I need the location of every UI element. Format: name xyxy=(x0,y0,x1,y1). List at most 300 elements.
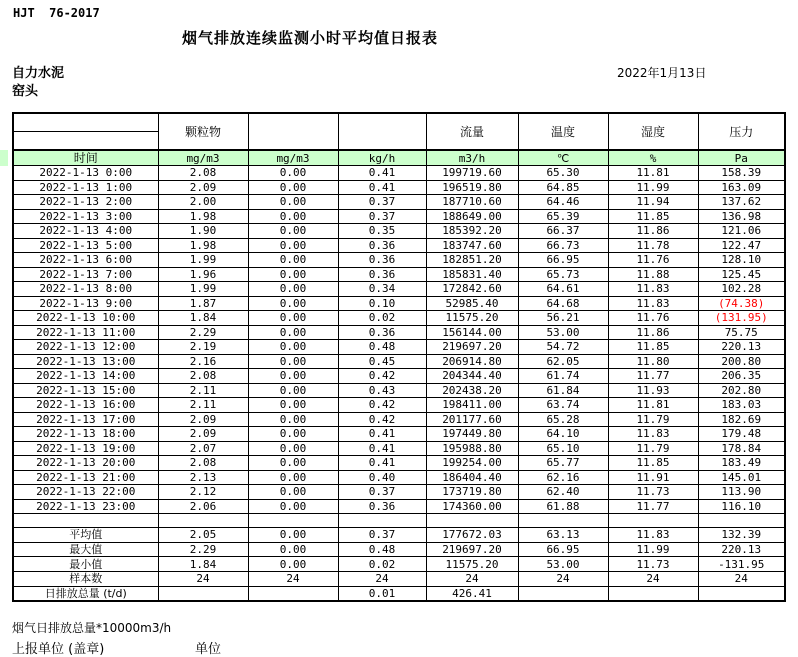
value-cell: 0.36 xyxy=(338,267,426,282)
time-cell: 2022-1-13 3:00 xyxy=(13,209,158,224)
value-cell: 199254.00 xyxy=(426,456,518,471)
value-cell: 183747.60 xyxy=(426,238,518,253)
table-row xyxy=(13,456,785,471)
summary-value-cell: 2.05 xyxy=(158,528,248,543)
summary-value-cell xyxy=(518,586,608,601)
empty-cell xyxy=(426,514,518,528)
value-cell: 66.73 xyxy=(518,238,608,253)
summary-value-cell: 24 xyxy=(608,572,698,587)
value-cell: 66.37 xyxy=(518,224,608,239)
summary-value-cell: 63.13 xyxy=(518,528,608,543)
summary-value-cell: 0.48 xyxy=(338,542,426,557)
header-blank-col3 xyxy=(248,113,338,150)
value-cell: 2.11 xyxy=(158,398,248,413)
empty-cell xyxy=(248,514,338,528)
table-row xyxy=(13,238,785,253)
value-cell: 2.09 xyxy=(158,427,248,442)
value-cell: 0.00 xyxy=(248,195,338,210)
value-cell: 172842.60 xyxy=(426,282,518,297)
unit-m3h: m3/h xyxy=(426,150,518,166)
value-cell: 0.34 xyxy=(338,282,426,297)
table-row xyxy=(13,470,785,485)
value-cell: 61.84 xyxy=(518,383,608,398)
summary-value-cell: 11.83 xyxy=(608,528,698,543)
table-row xyxy=(13,427,785,442)
value-cell: 2.00 xyxy=(158,195,248,210)
header-blank-top xyxy=(13,113,158,132)
summary-label: 样本数 xyxy=(13,572,158,587)
value-cell: 1.87 xyxy=(158,296,248,311)
flow-total-note: 烟气日排放总量*10000m3/h xyxy=(12,621,172,635)
value-cell: 0.02 xyxy=(338,311,426,326)
summary-value-cell: 0.01 xyxy=(338,586,426,601)
value-cell: 11.85 xyxy=(608,340,698,355)
value-cell: 0.37 xyxy=(338,195,426,210)
value-cell: 2.12 xyxy=(158,485,248,500)
summary-value-cell: 220.13 xyxy=(698,542,785,557)
value-cell: 0.36 xyxy=(338,253,426,268)
value-cell: 64.61 xyxy=(518,282,608,297)
summary-value-cell: 177672.03 xyxy=(426,528,518,543)
table-row xyxy=(13,195,785,210)
summary-row xyxy=(13,528,785,543)
value-cell: 65.30 xyxy=(518,166,608,181)
value-cell: 0.42 xyxy=(338,398,426,413)
table-row xyxy=(13,325,785,340)
summary-value-cell: 24 xyxy=(698,572,785,587)
value-cell: 201177.60 xyxy=(426,412,518,427)
table-row xyxy=(13,369,785,384)
time-cell: 2022-1-13 22:00 xyxy=(13,485,158,500)
value-cell: 65.28 xyxy=(518,412,608,427)
value-cell: 2.06 xyxy=(158,499,248,514)
summary-value-cell: 132.39 xyxy=(698,528,785,543)
summary-value-cell: 426.41 xyxy=(426,586,518,601)
summary-value-cell: 219697.20 xyxy=(426,542,518,557)
value-cell: 173719.80 xyxy=(426,485,518,500)
time-cell: 2022-1-13 20:00 xyxy=(13,456,158,471)
value-cell: 125.45 xyxy=(698,267,785,282)
summary-value-cell xyxy=(698,586,785,601)
summary-label: 日排放总量 (t/d) xyxy=(13,586,158,601)
table-row xyxy=(13,282,785,297)
empty-cell xyxy=(518,514,608,528)
value-cell: 0.00 xyxy=(248,383,338,398)
value-cell: 64.68 xyxy=(518,296,608,311)
standard-code: HJT 76-2017 xyxy=(13,6,100,20)
table-row xyxy=(13,383,785,398)
header-blank-bottom xyxy=(13,132,158,151)
time-cell: 2022-1-13 15:00 xyxy=(13,383,158,398)
time-cell: 2022-1-13 14:00 xyxy=(13,369,158,384)
value-cell: 11.76 xyxy=(608,253,698,268)
value-cell: 0.42 xyxy=(338,412,426,427)
time-cell: 2022-1-13 1:00 xyxy=(13,180,158,195)
value-cell: (131.95) xyxy=(698,311,785,326)
value-cell: 1.90 xyxy=(158,224,248,239)
monitor-point: 窑头 xyxy=(12,84,39,99)
summary-value-cell: 1.84 xyxy=(158,557,248,572)
value-cell: 179.48 xyxy=(698,427,785,442)
value-cell: 2.08 xyxy=(158,369,248,384)
summary-value-cell: 53.00 xyxy=(518,557,608,572)
value-cell: 11.73 xyxy=(608,485,698,500)
value-cell: 102.28 xyxy=(698,282,785,297)
value-cell: 0.00 xyxy=(248,485,338,500)
table-row xyxy=(13,253,785,268)
value-cell: (74.38) xyxy=(698,296,785,311)
table-row xyxy=(13,485,785,500)
summary-row xyxy=(13,542,785,557)
value-cell: 0.00 xyxy=(248,209,338,224)
value-cell: 0.00 xyxy=(248,224,338,239)
time-cell: 2022-1-13 5:00 xyxy=(13,238,158,253)
value-cell: 11.94 xyxy=(608,195,698,210)
value-cell: 11.77 xyxy=(608,499,698,514)
value-cell: 0.10 xyxy=(338,296,426,311)
time-cell: 2022-1-13 13:00 xyxy=(13,354,158,369)
summary-value-cell: 24 xyxy=(426,572,518,587)
value-cell: 11.83 xyxy=(608,296,698,311)
value-cell: 0.00 xyxy=(248,180,338,195)
value-cell: 0.00 xyxy=(248,369,338,384)
value-cell: 11.79 xyxy=(608,441,698,456)
value-cell: 220.13 xyxy=(698,340,785,355)
table-body xyxy=(13,166,785,602)
value-cell: 206914.80 xyxy=(426,354,518,369)
time-cell: 2022-1-13 8:00 xyxy=(13,282,158,297)
value-cell: 0.41 xyxy=(338,441,426,456)
value-cell: 0.37 xyxy=(338,485,426,500)
value-cell: 0.00 xyxy=(248,267,338,282)
value-cell: 11.86 xyxy=(608,224,698,239)
summary-row xyxy=(13,557,785,572)
value-cell: 0.48 xyxy=(338,340,426,355)
value-cell: 174360.00 xyxy=(426,499,518,514)
value-cell: 0.35 xyxy=(338,224,426,239)
time-cell: 2022-1-13 4:00 xyxy=(13,224,158,239)
value-cell: 0.41 xyxy=(338,166,426,181)
time-cell: 2022-1-13 18:00 xyxy=(13,427,158,442)
value-cell: 0.00 xyxy=(248,470,338,485)
summary-value-cell: 11575.20 xyxy=(426,557,518,572)
value-cell: 54.72 xyxy=(518,340,608,355)
value-cell: 187710.60 xyxy=(426,195,518,210)
value-cell: 196519.80 xyxy=(426,180,518,195)
summary-value-cell: 2.29 xyxy=(158,542,248,557)
value-cell: 136.98 xyxy=(698,209,785,224)
value-cell: 0.41 xyxy=(338,427,426,442)
value-cell: 2.29 xyxy=(158,325,248,340)
summary-value-cell: 24 xyxy=(338,572,426,587)
empty-cell xyxy=(158,514,248,528)
value-cell: 197449.80 xyxy=(426,427,518,442)
table-row xyxy=(13,311,785,326)
unit-celsius: ℃ xyxy=(518,150,608,166)
value-cell: 163.09 xyxy=(698,180,785,195)
value-cell: 145.01 xyxy=(698,470,785,485)
value-cell: 2.08 xyxy=(158,166,248,181)
value-cell: 11.93 xyxy=(608,383,698,398)
empty-cell xyxy=(13,514,158,528)
value-cell: 202.80 xyxy=(698,383,785,398)
table-row xyxy=(13,354,785,369)
value-cell: 0.40 xyxy=(338,470,426,485)
value-cell: 11.88 xyxy=(608,267,698,282)
summary-value-cell: 0.00 xyxy=(248,542,338,557)
value-cell: 0.36 xyxy=(338,499,426,514)
value-cell: 1.98 xyxy=(158,209,248,224)
value-cell: 137.62 xyxy=(698,195,785,210)
value-cell: 0.00 xyxy=(248,499,338,514)
value-cell: 11.78 xyxy=(608,238,698,253)
header-blank-col4 xyxy=(338,113,426,150)
time-cell: 2022-1-13 19:00 xyxy=(13,441,158,456)
value-cell: 128.10 xyxy=(698,253,785,268)
summary-label: 最小值 xyxy=(13,557,158,572)
summary-value-cell xyxy=(248,586,338,601)
summary-value-cell: 11.99 xyxy=(608,542,698,557)
value-cell: 11.86 xyxy=(608,325,698,340)
time-cell: 2022-1-13 21:00 xyxy=(13,470,158,485)
value-cell: 11.80 xyxy=(608,354,698,369)
table-row xyxy=(13,499,785,514)
value-cell: 0.00 xyxy=(248,166,338,181)
value-cell: 2.19 xyxy=(158,340,248,355)
value-cell: 1.98 xyxy=(158,238,248,253)
time-cell: 2022-1-13 11:00 xyxy=(13,325,158,340)
unit-pa: Pa xyxy=(698,150,785,166)
value-cell: 11.76 xyxy=(608,311,698,326)
report-date: 2022年1月13日 xyxy=(617,66,707,80)
header-pressure: 压力 xyxy=(698,113,785,150)
value-cell: 0.00 xyxy=(248,325,338,340)
value-cell: 0.00 xyxy=(248,340,338,355)
value-cell: 52985.40 xyxy=(426,296,518,311)
value-cell: 0.00 xyxy=(248,456,338,471)
report-table xyxy=(12,112,786,602)
summary-value-cell xyxy=(158,586,248,601)
value-cell: 206.35 xyxy=(698,369,785,384)
summary-value-cell: 24 xyxy=(248,572,338,587)
value-cell: 64.85 xyxy=(518,180,608,195)
value-cell: 0.00 xyxy=(248,398,338,413)
value-cell: 64.46 xyxy=(518,195,608,210)
page-title: 烟气排放连续监测小时平均值日报表 xyxy=(181,29,438,47)
value-cell: 183.03 xyxy=(698,398,785,413)
empty-cell xyxy=(608,514,698,528)
value-cell: 1.99 xyxy=(158,282,248,297)
table-header xyxy=(13,113,785,166)
time-cell: 2022-1-13 7:00 xyxy=(13,267,158,282)
value-cell: 2.16 xyxy=(158,354,248,369)
value-cell: 199719.60 xyxy=(426,166,518,181)
value-cell: 0.00 xyxy=(248,412,338,427)
summary-value-cell: 0.02 xyxy=(338,557,426,572)
value-cell: 0.00 xyxy=(248,253,338,268)
value-cell: 122.47 xyxy=(698,238,785,253)
value-cell: 2.09 xyxy=(158,180,248,195)
value-cell: 0.43 xyxy=(338,383,426,398)
summary-value-cell: 66.95 xyxy=(518,542,608,557)
value-cell: 202438.20 xyxy=(426,383,518,398)
value-cell: 0.00 xyxy=(248,354,338,369)
company-name: 自力水泥 xyxy=(12,66,65,81)
value-cell: 186404.40 xyxy=(426,470,518,485)
value-cell: 2.08 xyxy=(158,456,248,471)
value-cell: 183.49 xyxy=(698,456,785,471)
value-cell: 61.88 xyxy=(518,499,608,514)
time-cell: 2022-1-13 2:00 xyxy=(13,195,158,210)
value-cell: 121.06 xyxy=(698,224,785,239)
value-cell: 11.85 xyxy=(608,456,698,471)
value-cell: 11.85 xyxy=(608,209,698,224)
value-cell: 156144.00 xyxy=(426,325,518,340)
value-cell: 62.16 xyxy=(518,470,608,485)
table-row xyxy=(13,412,785,427)
value-cell: 0.00 xyxy=(248,282,338,297)
table-row xyxy=(13,398,785,413)
report-unit-label: 上报单位 (盖章) xyxy=(12,642,105,657)
value-cell: 0.45 xyxy=(338,354,426,369)
summary-row xyxy=(13,586,785,601)
value-cell: 0.42 xyxy=(338,369,426,384)
value-cell: 11.83 xyxy=(608,427,698,442)
value-cell: 0.36 xyxy=(338,325,426,340)
summary-value-cell: 11.73 xyxy=(608,557,698,572)
value-cell: 0.00 xyxy=(248,441,338,456)
table-row xyxy=(13,296,785,311)
value-cell: 0.00 xyxy=(248,296,338,311)
empty-cell xyxy=(338,514,426,528)
value-cell: 185831.40 xyxy=(426,267,518,282)
unit-row xyxy=(13,150,785,166)
value-cell: 178.84 xyxy=(698,441,785,456)
value-cell: 200.80 xyxy=(698,354,785,369)
time-column-header: 时间 xyxy=(13,150,158,166)
value-cell: 113.90 xyxy=(698,485,785,500)
summary-value-cell: 0.37 xyxy=(338,528,426,543)
value-cell: 11.77 xyxy=(608,369,698,384)
value-cell: 0.41 xyxy=(338,180,426,195)
table-row xyxy=(13,180,785,195)
summary-row xyxy=(13,572,785,587)
header-humidity: 湿度 xyxy=(608,113,698,150)
time-cell: 2022-1-13 6:00 xyxy=(13,253,158,268)
value-cell: 11.81 xyxy=(608,166,698,181)
value-cell: 61.74 xyxy=(518,369,608,384)
value-cell: 1.84 xyxy=(158,311,248,326)
summary-value-cell: -131.95 xyxy=(698,557,785,572)
header-particulate: 颗粒物 xyxy=(158,113,248,150)
value-cell: 1.96 xyxy=(158,267,248,282)
table-row xyxy=(13,267,785,282)
value-cell: 0.00 xyxy=(248,427,338,442)
value-cell: 2.11 xyxy=(158,383,248,398)
header-temperature: 温度 xyxy=(518,113,608,150)
time-cell: 2022-1-13 12:00 xyxy=(13,340,158,355)
summary-value-cell: 24 xyxy=(518,572,608,587)
time-cell: 2022-1-13 17:00 xyxy=(13,412,158,427)
value-cell: 11.83 xyxy=(608,282,698,297)
value-cell: 1.99 xyxy=(158,253,248,268)
value-cell: 219697.20 xyxy=(426,340,518,355)
value-cell: 2.09 xyxy=(158,412,248,427)
value-cell: 63.74 xyxy=(518,398,608,413)
value-cell: 11575.20 xyxy=(426,311,518,326)
table-row xyxy=(13,209,785,224)
group-header-row xyxy=(13,113,785,132)
value-cell: 53.00 xyxy=(518,325,608,340)
unit-kgh: kg/h xyxy=(338,150,426,166)
value-cell: 65.10 xyxy=(518,441,608,456)
value-cell: 204344.40 xyxy=(426,369,518,384)
value-cell: 11.99 xyxy=(608,180,698,195)
summary-label: 最大值 xyxy=(13,542,158,557)
value-cell: 11.79 xyxy=(608,412,698,427)
value-cell: 182.69 xyxy=(698,412,785,427)
table-row xyxy=(13,166,785,181)
row-highlight-stub xyxy=(0,150,8,166)
summary-value-cell: 0.00 xyxy=(248,528,338,543)
value-cell: 62.40 xyxy=(518,485,608,500)
value-cell: 188649.00 xyxy=(426,209,518,224)
table-row xyxy=(13,224,785,239)
time-cell: 2022-1-13 23:00 xyxy=(13,499,158,514)
value-cell: 2.07 xyxy=(158,441,248,456)
value-cell: 65.73 xyxy=(518,267,608,282)
value-cell: 195988.80 xyxy=(426,441,518,456)
value-cell: 62.05 xyxy=(518,354,608,369)
value-cell: 64.10 xyxy=(518,427,608,442)
value-cell: 65.77 xyxy=(518,456,608,471)
summary-value-cell: 24 xyxy=(158,572,248,587)
unit-pm-mgm3: mg/m3 xyxy=(158,150,248,166)
value-cell: 75.75 xyxy=(698,325,785,340)
time-cell: 2022-1-13 16:00 xyxy=(13,398,158,413)
time-cell: 2022-1-13 9:00 xyxy=(13,296,158,311)
header-flow: 流量 xyxy=(426,113,518,150)
summary-label: 平均值 xyxy=(13,528,158,543)
value-cell: 0.41 xyxy=(338,456,426,471)
value-cell: 56.21 xyxy=(518,311,608,326)
value-cell: 0.36 xyxy=(338,238,426,253)
value-cell: 0.00 xyxy=(248,311,338,326)
value-cell: 116.10 xyxy=(698,499,785,514)
unit-percent: % xyxy=(608,150,698,166)
value-cell: 185392.20 xyxy=(426,224,518,239)
summary-value-cell: 0.00 xyxy=(248,557,338,572)
time-cell: 2022-1-13 0:00 xyxy=(13,166,158,181)
value-cell: 158.39 xyxy=(698,166,785,181)
unit-label: 单位 xyxy=(195,642,222,657)
time-cell: 2022-1-13 10:00 xyxy=(13,311,158,326)
value-cell: 198411.00 xyxy=(426,398,518,413)
value-cell: 65.39 xyxy=(518,209,608,224)
value-cell: 2.13 xyxy=(158,470,248,485)
spacer-row xyxy=(13,514,785,528)
value-cell: 0.00 xyxy=(248,238,338,253)
summary-value-cell xyxy=(608,586,698,601)
value-cell: 66.95 xyxy=(518,253,608,268)
table-row xyxy=(13,340,785,355)
empty-cell xyxy=(698,514,785,528)
value-cell: 182851.20 xyxy=(426,253,518,268)
value-cell: 11.81 xyxy=(608,398,698,413)
table-row xyxy=(13,441,785,456)
value-cell: 11.91 xyxy=(608,470,698,485)
unit-mgm3: mg/m3 xyxy=(248,150,338,166)
